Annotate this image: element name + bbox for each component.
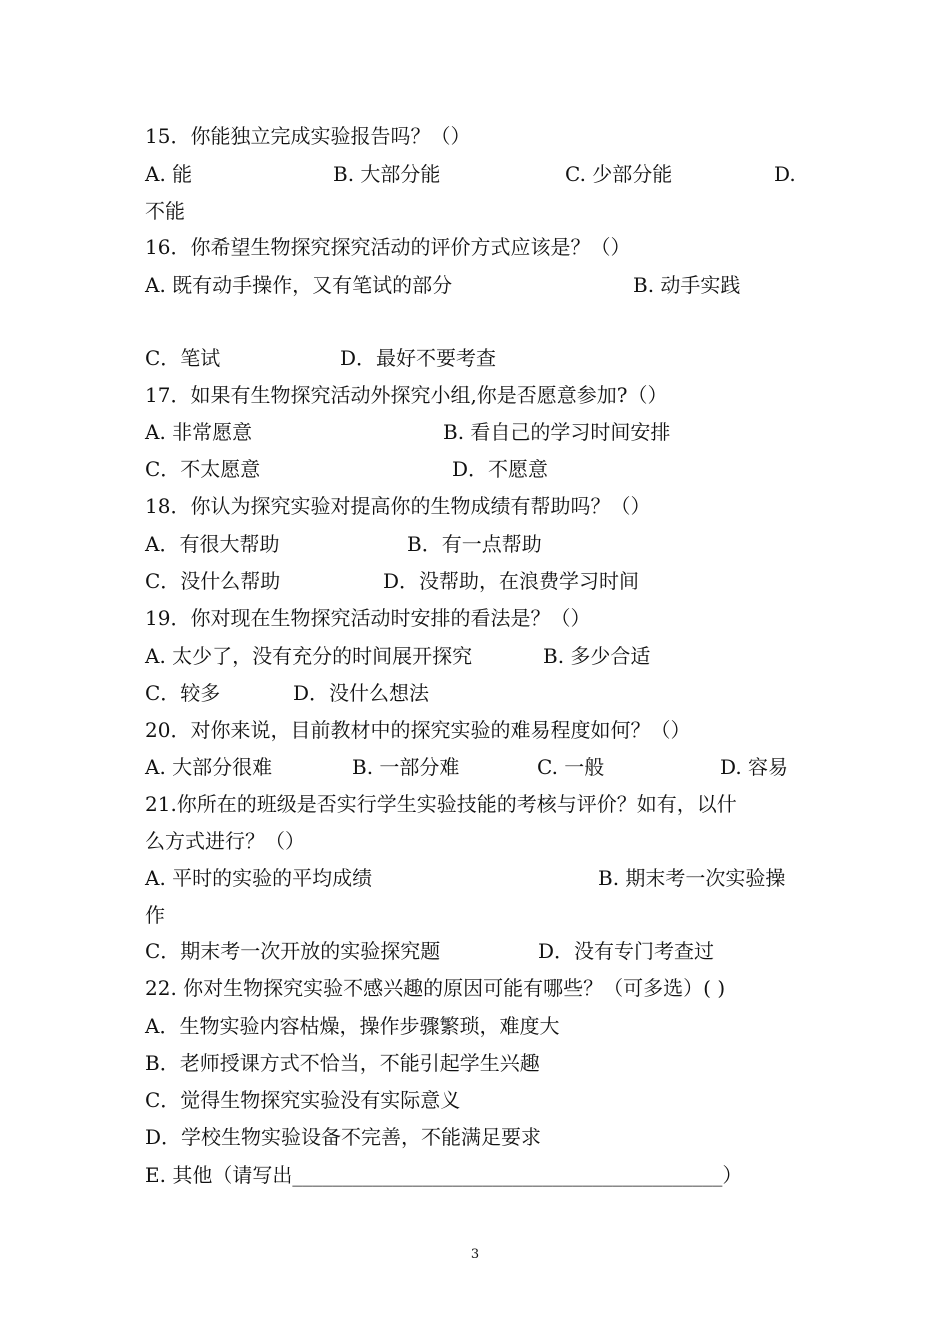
option-b: B. 一部分难 [352, 755, 460, 779]
option-d: D．没有专门考查过 [538, 939, 715, 963]
option-b: B. 看自己的学习时间安排 [443, 420, 671, 444]
option-d: D. [774, 162, 796, 186]
option-d: D．没帮助，在浪费学习时间 [383, 569, 640, 593]
question-18-stem: 18．你认为探究实验对提高你的生物成绩有帮助吗？（） [145, 494, 651, 518]
option-c: C．期末考一次开放的实验探究题 [145, 939, 441, 963]
option-c: C. 少部分能 [565, 162, 673, 186]
question-17-stem: 17．如果有生物探究活动外探究小组,你是否愿意参加?（） [145, 383, 668, 407]
page-number: 3 [470, 1247, 480, 1262]
option-a: A. 既有动手操作，又有笔试的部分 [145, 273, 453, 297]
option-c: C．没什么帮助 [145, 569, 281, 593]
option-b: B. 期末考一次实验操 [598, 866, 786, 890]
option-b: B. 大部分能 [333, 162, 441, 186]
option-a: A. 大部分很难 [145, 755, 273, 779]
question-16-stem: 16．你希望生物探究探究活动的评价方式应该是？（） [145, 235, 631, 259]
option-c: C．笔试 [145, 346, 221, 370]
option-d: D．学校生物实验设备不完善，不能满足要求 [145, 1125, 542, 1149]
question-22-stem: 22. 你对生物探究实验不感兴趣的原因可能有哪些？（可多选）( ) [145, 976, 726, 1000]
option-e-blank: ___________________________________________ [292, 1163, 723, 1187]
option-a: A．生物实验内容枯燥，操作步骤繁琐，难度大 [145, 1014, 560, 1038]
option-c: C．觉得生物探究实验没有实际意义 [145, 1088, 461, 1112]
option-a: A. 能 [145, 162, 193, 186]
question-21-stem-cont: 么方式进行？（） [145, 829, 305, 853]
option-b-wrap: 作 [145, 903, 165, 927]
option-a: A. 太少了，没有充分的时间展开探究 [145, 644, 473, 668]
option-b: B. 多少合适 [543, 644, 651, 668]
question-15-stem: 15．你能独立完成实验报告吗？（） [145, 124, 471, 148]
option-a: A. 非常愿意 [145, 420, 253, 444]
option-b: B. 动手实践 [633, 273, 741, 297]
option-b: B．有一点帮助 [407, 532, 542, 556]
option-a: A．有很大帮助 [145, 532, 280, 556]
option-e-label: E. 其他（请写出 [145, 1163, 293, 1187]
option-d: D. 容易 [720, 755, 789, 779]
option-d-wrap: 不能 [145, 199, 185, 223]
question-20-stem: 20．对你来说，目前教材中的探究实验的难易程度如何？（） [145, 718, 691, 742]
option-c: C．不太愿意 [145, 457, 261, 481]
option-d: D．不愿意 [452, 457, 549, 481]
question-19-stem: 19．你对现在生物探究活动时安排的看法是？（） [145, 606, 591, 630]
question-21-stem: 21.你所在的班级是否实行学生实验技能的考核与评价？如有，以什 [145, 792, 737, 816]
option-e-close: ） [722, 1163, 743, 1187]
option-d: D．没什么想法 [293, 681, 430, 705]
option-a: A. 平时的实验的平均成绩 [145, 866, 373, 890]
option-b: B．老师授课方式不恰当，不能引起学生兴趣 [145, 1051, 540, 1075]
option-c: C．较多 [145, 681, 221, 705]
option-e-other [145, 1161, 742, 1189]
option-c: C. 一般 [537, 755, 605, 779]
option-d: D．最好不要考查 [340, 346, 497, 370]
